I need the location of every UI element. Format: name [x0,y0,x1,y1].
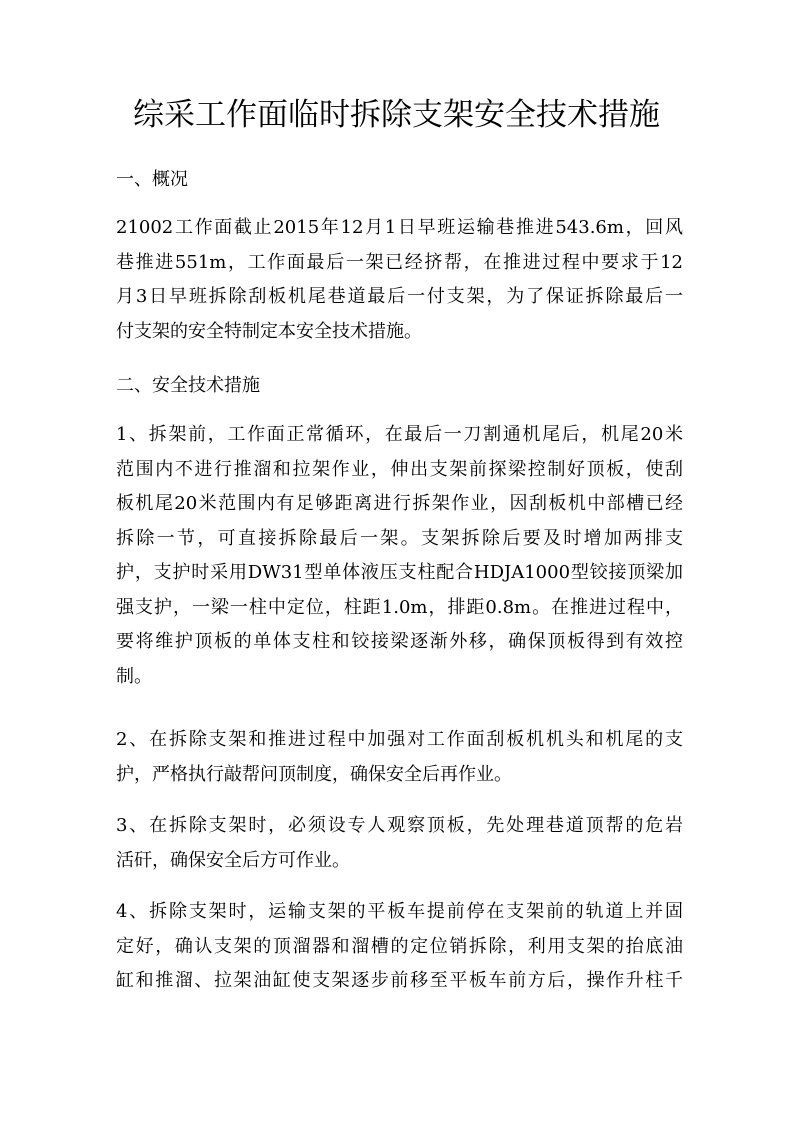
paragraph-line: 巷推进551m，工作面最后一架已经挤帮，在推进过程中要求于12 [116,251,683,273]
paragraph-line: 制。 [116,665,152,687]
paragraph-line: 4、拆除支架时，运输支架的平板车提前停在支架前的轨道上并固 [116,901,683,922]
document-title: 综采工作面临时拆除支架安全技术措施 [133,97,660,133]
paragraph-line: 1、拆架前，工作面正常循环，在最后一刀割通机尾后，机尾20米 [116,424,683,445]
measure-item-4 [116,895,683,999]
measure-item-3 [116,809,683,878]
paragraph-line: 活矸，确保安全后方可作业。 [116,849,350,871]
paragraph-line: 付支架的安全特制定本安全技术措施。 [116,320,422,342]
paragraph-line: 2、在拆除支架和推进过程中加强对工作面刮板机机头和机尾的支 [116,729,683,750]
paragraph-line: 拆除一节，可直接拆除最后一架。支架拆除后要及时增加两排支 [116,527,683,549]
measure-item-2 [116,723,683,792]
overview-paragraph [116,211,683,349]
paragraph-line: 3、在拆除支架时，必须设专人观察顶板，先处理巷道顶帮的危岩 [116,815,683,836]
section-heading-safety-measures: 二、安全技术措施 [116,375,260,396]
paragraph-line: 护，支护时采用DW31型单体液压支柱配合HDJA1000型铰接顶梁加 [116,562,683,583]
paragraph-line: 月3日早班拆除刮板机尾巷道最后一付支架，为了保证拆除最后一 [116,286,683,307]
measure-item-1 [116,418,683,694]
paragraph-line: 21002工作面截止2015年12月1日早班运输巷推进543.6m，回风 [116,217,683,238]
paragraph-line: 范围内不进行推溜和拉架作业，伸出支架前探梁控制好顶板，使刮 [116,458,683,480]
paragraph-line: 要将维护顶板的单体支柱和铰接梁逐渐外移，确保顶板得到有效控 [116,631,683,652]
paragraph-line: 定好，确认支架的顶溜器和溜槽的定位销拆除，利用支架的抬底油 [116,935,683,957]
section-heading-overview: 一、概况 [116,169,188,190]
paragraph-line: 缸和推溜、拉架油缸使支架逐步前移至平板车前方后，操作升柱千 [116,970,683,991]
paragraph-line: 强支护，一梁一柱中定位，柱距1.0m，排距0.8m。在推进过程中， [116,596,683,618]
paragraph-line: 护，严格执行敲帮问顶制度，确保安全后再作业。 [116,763,512,785]
paragraph-line: 板机尾20米范围内有足够距离进行拆架作业，因刮板机中部槽已经 [116,493,683,514]
